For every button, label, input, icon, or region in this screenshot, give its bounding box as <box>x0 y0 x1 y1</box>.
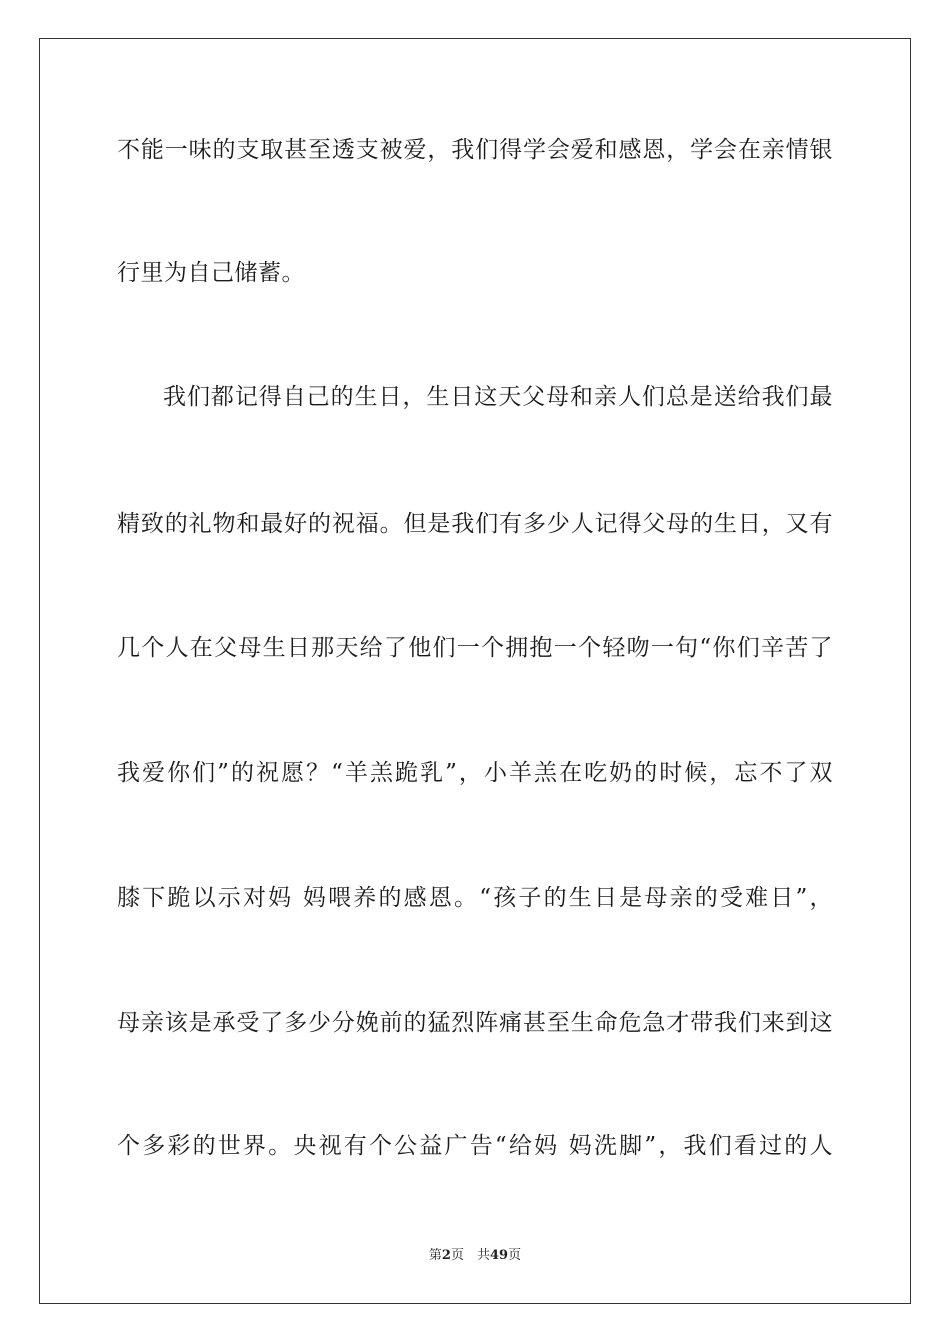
text-line-9: 个多彩的世界。央视有个公益广告“给妈 妈洗脚”，我们看过的人 <box>117 1133 833 1159</box>
footer-total-pages: 49 <box>489 1248 509 1263</box>
text-line-7: 膝下跪以示对妈 妈喂养的感恩。“孩子的生日是母亲的受难日”， <box>117 885 833 911</box>
text-line-8: 母亲该是承受了多少分娩前的猛烈阵痛甚至生命危急才带我们来到这 <box>117 1010 833 1036</box>
footer-middle: 页 共 <box>450 1248 490 1263</box>
text-line-3: 我们都记得自己的生日，生日这天父母和亲人们总是送给我们最 <box>163 384 833 410</box>
footer-prefix: 第 <box>428 1248 442 1263</box>
text-line-5: 几个人在父母生日那天给了他们一个拥抱一个轻吻一句“你们辛苦了 <box>117 635 833 661</box>
text-line-1: 不能一味的支取甚至透支被爱，我们得学会爱和感恩，学会在亲情银 <box>117 137 833 163</box>
page-footer <box>0 1246 950 1266</box>
footer-page-number: 2 <box>441 1248 451 1263</box>
page-border <box>39 38 911 1304</box>
text-line-4: 精致的礼物和最好的祝福。但是我们有多少人记得父母的生日，又有 <box>117 511 833 537</box>
text-line-2: 行里为自己储蓄。 <box>117 260 305 286</box>
text-line-6: 我爱你们”的祝愿？“羊羔跪乳”，小羊羔在吃奶的时候，忘不了双 <box>117 760 833 786</box>
footer-suffix: 页 <box>508 1248 522 1263</box>
